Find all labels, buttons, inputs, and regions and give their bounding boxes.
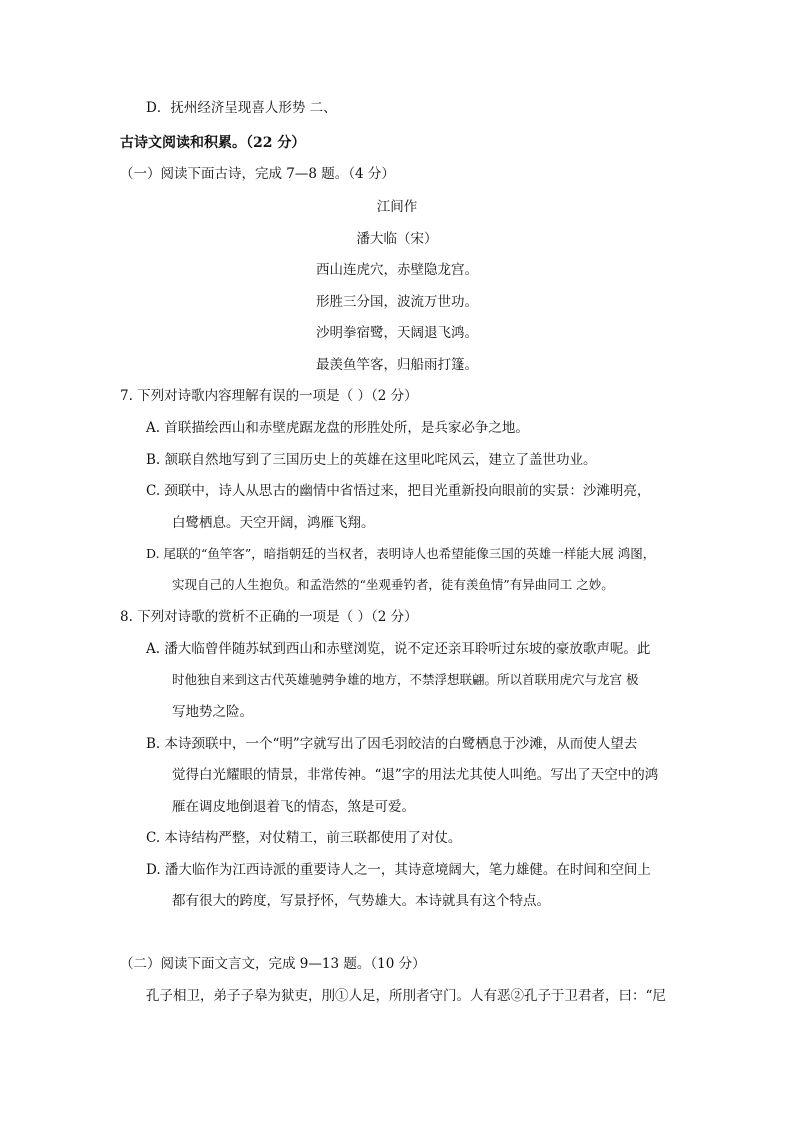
q8-option-b-line2: 觉得白光耀眼的情景，非常传神。“退”字的用法尤其使人叫绝。写出了天空中的鸿 bbox=[172, 767, 659, 783]
poem-title: 江间作 bbox=[376, 199, 418, 215]
poem-line-2: 形胜三分国，波流万世功。 bbox=[316, 294, 478, 310]
poem-line-4: 最羡鱼竿客，归船雨打篷。 bbox=[316, 357, 478, 373]
part1-intro: （一）阅读下面古诗，完成 7—8 题。（4 分） bbox=[120, 166, 395, 182]
q8-option-a-line2: 时他独自来到这古代英雄驰骋争雄的地方，不禁浮想联翩。所以首联用虎穴与龙宫 极 bbox=[172, 672, 639, 687]
q8-option-d-line1: D. 潘大临作为江西诗派的重要诗人之一，其诗意境阔大，笔力雄健。在时间和空间上 bbox=[146, 862, 651, 878]
part2-intro: （二）阅读下面文言文，完成 9—13 题。（10 分） bbox=[120, 956, 426, 972]
q8-stem: 8. 下列对诗歌的赏析不正确的一项是（ ）（2 分） bbox=[120, 609, 418, 625]
q7-option-c-line1: C. 颈联中，诗人从思古的幽情中省悟过来，把目光重新投向眼前的实景：沙滩明亮， bbox=[146, 483, 651, 499]
previous-option-d: D．抚州经济呈现喜人形势 二、 bbox=[146, 100, 337, 116]
q8-option-d-line2: 都有很大的跨度，写景抒怀，气势雄大。本诗就具有这个特点。 bbox=[172, 893, 550, 909]
q8-option-a-line3: 写地势之险。 bbox=[172, 704, 253, 720]
q8-option-b-line1: B. 本诗颈联中，一个“明”字就写出了因毛羽皎洁的白鹭栖息于沙滩，从而使人望去 bbox=[146, 736, 638, 752]
q7-option-d-line1: D. 尾联的“鱼竿客”，暗指朝廷的当权者，表明诗人也希望能像三国的英雄一样能大展 鸿图， bbox=[146, 546, 656, 561]
section-title: 古诗文阅读和积累。（22 分） bbox=[120, 135, 306, 151]
poem-line-3: 沙明拳宿鹭，天阔退飞鸿。 bbox=[316, 325, 478, 341]
classical-text-line1: 孔子相卫，弟子子皋为狱吏，刖①人足，所刖者守门。人有恶②孔子于卫君者，曰：“尼 bbox=[146, 988, 666, 1004]
q8-option-a-line1: A. 潘大临曾伴随苏轼到西山和赤壁浏览，说不定还亲耳聆听过东坡的豪放歌声呢。此 bbox=[146, 641, 651, 657]
poem-author: 潘大临（宋） bbox=[356, 231, 438, 247]
q7-stem: 7. 下列对诗歌内容理解有误的一项是（ ）（2 分） bbox=[120, 388, 418, 404]
q8-option-c: C. 本诗结构严整，对仗精工，前三联都使用了对仗。 bbox=[146, 830, 462, 846]
poem-line-1: 西山连虎穴，赤壁隐龙宫。 bbox=[316, 262, 478, 278]
q7-option-a: A. 首联描绘西山和赤壁虎踞龙盘的形胜处所，是兵家必争之地。 bbox=[146, 420, 529, 436]
q7-option-c-line2: 白鹭栖息。天空开阔，鸿雁飞翔。 bbox=[172, 515, 375, 531]
q7-option-d-line2: 实现自己的人生抱负。和孟浩然的“坐观垂钓者，徒有羡鱼情”有异曲同工 之妙。 bbox=[172, 577, 614, 592]
q7-option-b: B. 颔联自然地写到了三国历史上的英雄在这里叱咤风云，建立了盖世功业。 bbox=[146, 452, 597, 468]
q8-option-b-line3: 雁在调皮地倒退着飞的情态，煞是可爱。 bbox=[172, 799, 415, 815]
